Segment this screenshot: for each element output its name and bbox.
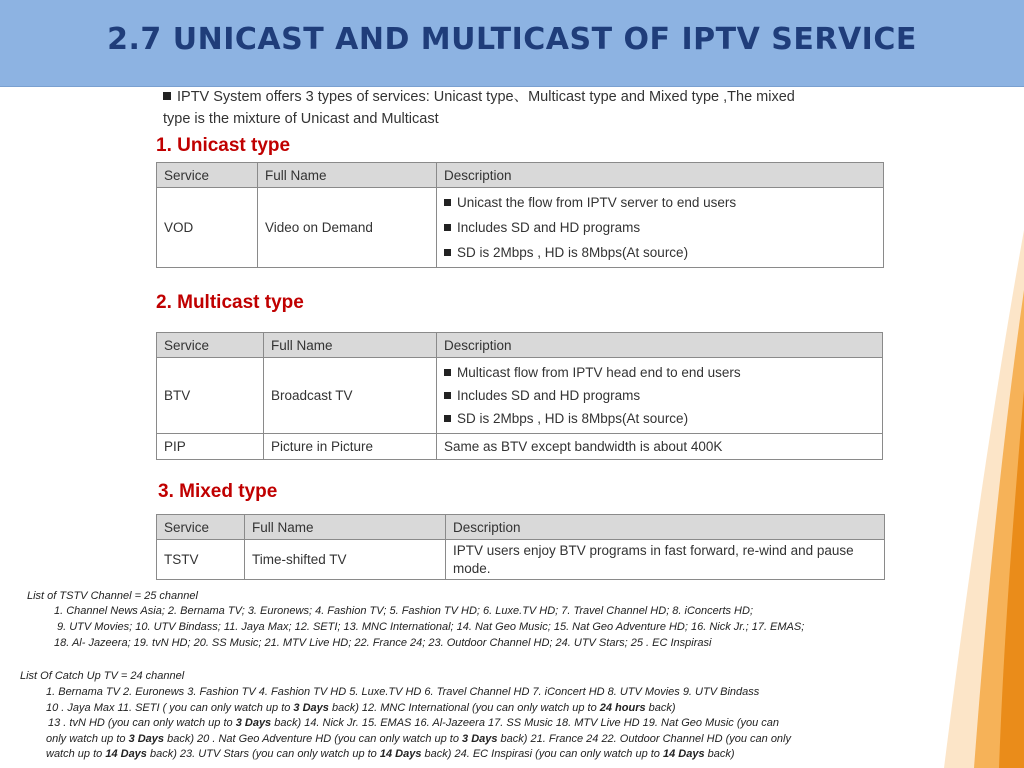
full-name-cell: Broadcast TV — [264, 358, 437, 434]
desc-item: SD is 2Mbps , HD is 8Mbps(At source) — [457, 245, 689, 260]
catchup-list-line-5: watch up to 14 Days back) 23. UTV Stars (you can only watch up to 14 Days back) 24. EC Inspirasi (you can only watch up to 14 Days back) — [46, 748, 735, 760]
mixed-table — [156, 514, 885, 580]
catchup-list-line-1: 1. Bernama TV 2. Euronews 3. Fashion TV 4. Fashion TV HD 5. Luxe.TV HD 6. Travel Channel HD 7. iConcert HD 8. UTV Movies 9. UTV Bindass — [46, 686, 760, 698]
square-bullet-icon — [444, 415, 451, 422]
full-name-cell: Time-shifted TV — [245, 540, 446, 580]
col-description: Description — [446, 515, 885, 540]
multicast-table — [156, 332, 883, 460]
desc-item: Includes SD and HD programs — [457, 220, 641, 235]
col-full-name: Full Name — [258, 163, 437, 188]
service-cell: TSTV — [157, 540, 245, 580]
unicast-heading: 1. Unicast type — [156, 135, 291, 156]
slide-header — [0, 0, 1024, 87]
multicast-heading: 2. Multicast type — [156, 292, 304, 313]
col-service: Service — [157, 333, 264, 358]
col-full-name: Full Name — [245, 515, 446, 540]
table-row — [157, 540, 885, 580]
catchup-list-heading: List Of Catch Up TV = 24 channel — [20, 670, 185, 682]
description-cell: Same as BTV except bandwidth is about 400K — [437, 434, 883, 460]
tstv-list-line-1: 1. Channel News Asia; 2. Bernama TV; 3. Euronews; 4. Fashion TV; 5. Fashion TV HD; 6. Luxe.TV HD; 7. Travel Channel HD; 8. iConcerts HD; — [54, 605, 753, 617]
service-cell: BTV — [157, 358, 264, 434]
service-cell: VOD — [157, 188, 258, 268]
col-service: Service — [157, 163, 258, 188]
service-cell: PIP — [157, 434, 264, 460]
desc-item: Multicast flow from IPTV head end to end users — [457, 365, 741, 380]
desc-item: Includes SD and HD programs — [457, 388, 641, 403]
mixed-heading: 3. Mixed type — [158, 481, 278, 502]
description-cell — [437, 188, 884, 268]
catchup-list-line-3: 13 . tvN HD (you can only watch up to 3 Days back) 14. Nick Jr. 15. EMAS 16. Al-Jazeera 17. SS Music 18. MTV Live HD 19. Nat Geo Music (you can — [48, 717, 780, 729]
tstv-list-line-3: 18. Al- Jazeera; 19. tvN HD; 20. SS Music; 21. MTV Live HD; 22. France 24; 23. Outdoor Channel HD; 24. UTV Stars; 25 . EC Inspirasi — [54, 637, 712, 649]
slide-title: 2.7 UNICAST AND MULTICAST OF IPTV SERVICE — [107, 22, 917, 57]
tstv-list-line-2: 9. UTV Movies; 10. UTV Bindass; 11. Jaya Max; 12. SETI; 13. MNC International; 14. Nat Geo Music; 15. Nat Geo Adventure HD; 16. Nick Jr.; 17. EMAS; — [57, 621, 805, 633]
square-bullet-icon — [444, 392, 451, 399]
square-bullet-icon — [444, 369, 451, 376]
full-name-cell: Video on Demand — [258, 188, 437, 268]
desc-item: SD is 2Mbps , HD is 8Mbps(At source) — [457, 411, 689, 426]
decorative-swoosh — [904, 230, 1024, 768]
catchup-list-line-4: only watch up to 3 Days back) 20 . Nat Geo Adventure HD (you can only watch up to 3 Days back) 21. France 24 22. Outdoor Channel HD (you can only — [46, 733, 791, 745]
table-header-row — [157, 163, 884, 188]
desc-item: Unicast the flow from IPTV server to end users — [457, 195, 737, 210]
description-cell — [446, 540, 885, 580]
col-service: Service — [157, 515, 245, 540]
table-row — [157, 358, 883, 434]
square-bullet-icon — [163, 92, 171, 100]
tstv-list-heading: List of TSTV Channel = 25 channel — [27, 590, 198, 602]
square-bullet-icon — [444, 249, 451, 256]
square-bullet-icon — [444, 199, 451, 206]
catchup-list-line-2: 10 . Jaya Max 11. SETI ( you can only watch up to 3 Days back) 12. MNC International (you can only watch up to 24 hours back) — [46, 702, 676, 714]
table-header-row — [157, 515, 885, 540]
unicast-table — [156, 162, 884, 268]
desc-line-2: mode. — [453, 560, 491, 576]
intro-text — [163, 86, 863, 130]
table-header-row — [157, 333, 883, 358]
col-description: Description — [437, 333, 883, 358]
intro-line-2: type is the mixture of Unicast and Multicast — [163, 111, 439, 127]
square-bullet-icon — [444, 224, 451, 231]
col-full-name: Full Name — [264, 333, 437, 358]
desc-line-1: IPTV users enjoy BTV programs in fast forward, re-wind and pause — [453, 542, 854, 558]
table-row — [157, 434, 883, 460]
full-name-cell: Picture in Picture — [264, 434, 437, 460]
col-description: Description — [437, 163, 884, 188]
table-row — [157, 188, 884, 268]
description-cell — [437, 358, 883, 434]
intro-line-1: IPTV System offers 3 types of services: Unicast type、Multicast type and Mixed type ,The mixed — [177, 89, 795, 105]
